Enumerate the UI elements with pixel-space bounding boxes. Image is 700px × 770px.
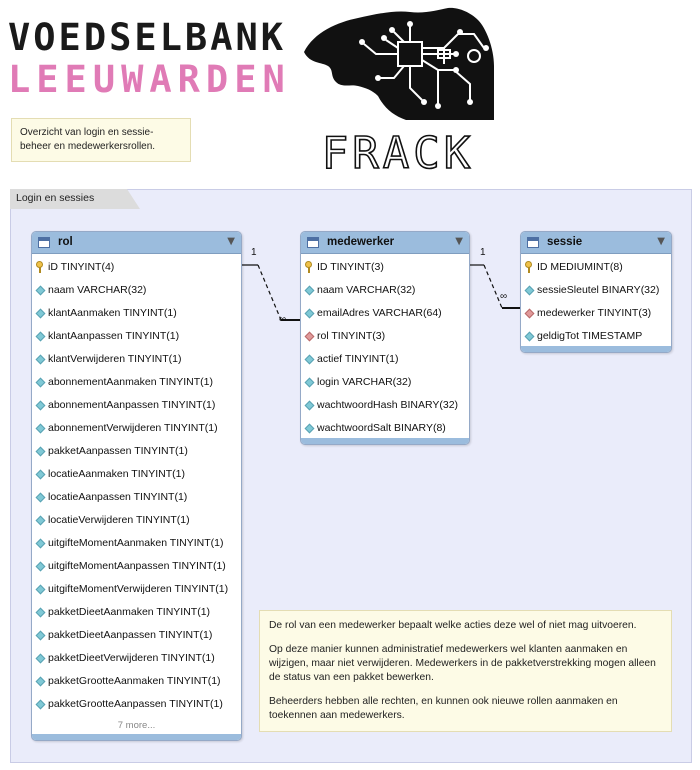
column-row[interactable] — [301, 256, 469, 279]
column-label: uitgifteMomentVerwijderen TINYINT(1) — [48, 583, 229, 595]
column-row[interactable] — [301, 302, 469, 325]
column-label: ID MEDIUMINT(8) — [537, 261, 623, 273]
column-row[interactable] — [32, 532, 241, 555]
rol-cardinality-one: 1 — [251, 247, 257, 258]
table-sessie-name: sessie — [547, 236, 583, 248]
column-row[interactable] — [32, 256, 241, 279]
sessie-cardinality-many: ∞ — [500, 291, 508, 302]
collapse-arrow-icon[interactable]: ▼ — [455, 236, 463, 247]
intro-note: Overzicht van login en sessie-beheer en medewerkersrollen. — [11, 118, 191, 162]
column-icon — [36, 631, 46, 641]
primary-key-icon — [36, 261, 44, 273]
column-label: abonnementAanpassen TINYINT(1) — [48, 399, 216, 411]
table-sessie-footer — [521, 346, 671, 352]
column-label: pakketAanpassen TINYINT(1) — [48, 445, 188, 457]
column-label: login VARCHAR(32) — [317, 376, 412, 388]
column-row[interactable] — [301, 279, 469, 302]
column-row[interactable] — [521, 325, 671, 348]
description-paragraph: Beheerders hebben alle rechten, en kunnen ook nieuwe rollen aanmaken en toekennen aan medewerkers. — [269, 696, 618, 721]
column-label: iD TINYINT(4) — [48, 261, 115, 273]
column-icon — [36, 309, 46, 319]
column-icon — [36, 401, 46, 411]
column-label: abonnementAanmaken TINYINT(1) — [48, 376, 213, 388]
column-row[interactable] — [521, 279, 671, 302]
column-row[interactable] — [32, 624, 241, 647]
layer-title: Login en sessies — [16, 192, 95, 204]
column-row[interactable] — [32, 509, 241, 532]
column-label: wachtwoordHash BINARY(32) — [317, 399, 459, 411]
column-label: pakketGrootteAanmaken TINYINT(1) — [48, 675, 221, 687]
column-label: locatieVerwijderen TINYINT(1) — [48, 514, 190, 526]
column-icon — [36, 332, 46, 342]
column-label: klantAanpassen TINYINT(1) — [48, 330, 180, 342]
table-rol-header[interactable] — [32, 232, 241, 254]
primary-key-icon — [305, 261, 313, 273]
table-medewerker[interactable] — [300, 231, 470, 445]
table-rol-name: rol — [58, 236, 73, 248]
voedselbank-logo-line1: VOEDSELBANK — [8, 16, 287, 59]
column-row[interactable] — [32, 693, 241, 716]
column-row[interactable] — [32, 325, 241, 348]
column-label: rol TINYINT(3) — [317, 330, 386, 342]
column-row[interactable] — [32, 394, 241, 417]
table-medewerker-name: medewerker — [327, 236, 395, 248]
column-label: klantVerwijderen TINYINT(1) — [48, 353, 182, 365]
column-icon — [36, 608, 46, 618]
column-label: sessieSleutel BINARY(32) — [537, 284, 660, 296]
column-icon — [36, 516, 46, 526]
column-row[interactable] — [301, 417, 469, 440]
column-icon — [305, 309, 315, 319]
column-icon — [36, 562, 46, 572]
table-rol-footer — [32, 734, 241, 740]
table-medewerker-columns — [301, 254, 469, 440]
description-paragraph: Op deze manier kunnen administratief medewerkers wel klanten aanmaken en wijzigen, maar niet verwijderen. Medewerkers in de pakketverstrekking mogen alleen de status van een pakket bewerken. — [269, 644, 656, 683]
column-label: ID TINYINT(3) — [317, 261, 384, 273]
column-icon — [305, 424, 315, 434]
column-label: pakketDieetAanmaken TINYINT(1) — [48, 606, 211, 618]
column-label: locatieAanmaken TINYINT(1) — [48, 468, 185, 480]
column-label: pakketGrootteAanpassen TINYINT(1) — [48, 698, 223, 710]
column-icon — [36, 539, 46, 549]
voedselbank-logo-line2: LEEUWARDEN — [8, 58, 291, 101]
column-icon — [305, 286, 315, 296]
medewerker-cardinality-many: ∞ — [279, 314, 287, 325]
column-icon — [305, 378, 315, 388]
column-icon — [36, 493, 46, 503]
column-label: emailAdres VARCHAR(64) — [317, 307, 442, 319]
column-icon — [36, 424, 46, 434]
column-icon — [36, 677, 46, 687]
column-row[interactable] — [521, 302, 671, 325]
column-row[interactable] — [301, 348, 469, 371]
column-row[interactable] — [32, 348, 241, 371]
column-label: locatieAanpassen TINYINT(1) — [48, 491, 188, 503]
collapse-arrow-icon[interactable]: ▼ — [657, 236, 665, 247]
column-icon — [525, 286, 535, 296]
column-icon — [36, 447, 46, 457]
medewerker-cardinality-one: 1 — [480, 247, 486, 258]
column-row[interactable] — [32, 371, 241, 394]
column-label: naam VARCHAR(32) — [48, 284, 147, 296]
table-sessie[interactable] — [520, 231, 672, 353]
column-row[interactable] — [301, 325, 469, 348]
column-icon — [36, 700, 46, 710]
column-label: uitgifteMomentAanmaken TINYINT(1) — [48, 537, 224, 549]
table-sessie-header[interactable] — [521, 232, 671, 254]
column-row[interactable] — [32, 486, 241, 509]
foreign-key-icon — [305, 332, 315, 342]
column-row[interactable] — [32, 670, 241, 693]
table-medewerker-footer — [301, 438, 469, 444]
table-rol-more[interactable]: 7 more... — [117, 720, 156, 731]
description-paragraph: De rol van een medewerker bepaalt welke acties deze wel of niet mag uitvoeren. — [269, 620, 637, 631]
column-icon — [525, 332, 535, 342]
column-row[interactable] — [32, 440, 241, 463]
column-row[interactable] — [32, 463, 241, 486]
column-icon — [36, 286, 46, 296]
column-icon — [36, 654, 46, 664]
column-row[interactable] — [32, 578, 241, 601]
column-icon — [36, 355, 46, 365]
foreign-key-icon — [525, 309, 535, 319]
frack-logo-text: FRACK — [321, 128, 475, 179]
column-row[interactable] — [301, 394, 469, 417]
column-icon — [36, 585, 46, 595]
column-label: actief TINYINT(1) — [317, 353, 399, 365]
table-icon — [307, 237, 319, 248]
description-note — [259, 610, 672, 732]
column-row[interactable] — [32, 302, 241, 325]
table-medewerker-header[interactable] — [301, 232, 469, 254]
column-label: uitgifteMomentAanpassen TINYINT(1) — [48, 560, 226, 572]
table-rol[interactable] — [31, 231, 242, 741]
column-row[interactable] — [301, 371, 469, 394]
column-row[interactable] — [32, 417, 241, 440]
column-label: klantAanmaken TINYINT(1) — [48, 307, 177, 319]
collapse-arrow-icon[interactable]: ▼ — [227, 236, 235, 247]
column-row[interactable] — [521, 256, 671, 279]
column-label: geldigTot TIMESTAMP — [537, 330, 643, 342]
column-label: abonnementVerwijderen TINYINT(1) — [48, 422, 218, 434]
table-icon — [527, 237, 539, 248]
column-row[interactable] — [32, 279, 241, 302]
table-sessie-columns — [521, 254, 671, 348]
column-label: medewerker TINYINT(3) — [537, 307, 652, 319]
column-icon — [36, 470, 46, 480]
column-icon — [305, 355, 315, 365]
table-rol-columns — [32, 254, 241, 716]
column-icon — [305, 401, 315, 411]
column-row[interactable] — [32, 647, 241, 670]
column-icon — [36, 378, 46, 388]
frack-logo — [298, 4, 498, 182]
column-label: pakketDieetAanpassen TINYINT(1) — [48, 629, 213, 641]
primary-key-icon — [525, 261, 533, 273]
table-icon — [38, 237, 50, 248]
column-label: naam VARCHAR(32) — [317, 284, 416, 296]
column-row[interactable] — [32, 555, 241, 578]
voedselbank-logo — [8, 16, 291, 103]
column-label: pakketDieetVerwijderen TINYINT(1) — [48, 652, 215, 664]
column-label: wachtwoordSalt BINARY(8) — [317, 422, 446, 434]
column-row[interactable] — [32, 601, 241, 624]
